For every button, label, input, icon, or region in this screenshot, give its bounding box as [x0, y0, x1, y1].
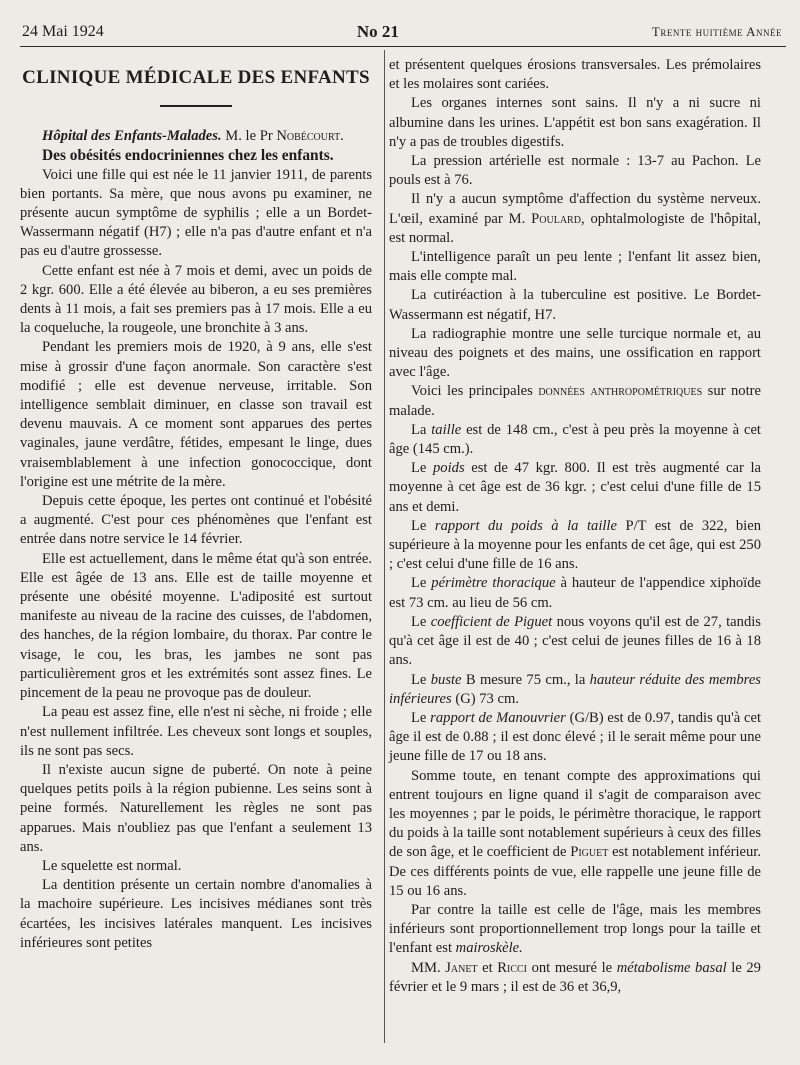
term: poids: [433, 460, 465, 477]
text-run: Le: [411, 460, 433, 477]
text-run: Il n'y a aucun symptôme d'affection du système nerveux. L'œil, examiné par M.: [389, 191, 761, 227]
paragraph: [389, 459, 761, 517]
text-run: ont mesuré le: [527, 959, 617, 976]
term: hauteur réduite des membres inférieures: [389, 671, 761, 707]
text-run: Voici les principales: [411, 383, 539, 400]
article-title: Des obésités endocriniennes chez les enfants.: [42, 147, 334, 165]
paragraph: et présentent quelques érosions transversales. Les prémolaires et les molaires sont cariées.: [389, 57, 761, 93]
text-run: Le: [411, 517, 435, 534]
paragraph: Elle est actuellement, dans le même état qu'à son entrée. Elle est âgée de 13 ans. Elle est de taille moyenne et présente une obésité moyenne. L'adiposité est surtout manifeste au niveau de la racine des cuisses, de l'abdomen, des hanches, de la région lombaire, du thorax. Par contre le visage, le cou, les bras, les jambes ne sont pas particulièrement gros et les extrémités sont assez fines. Le pincement de la peau ne provoque pas de douleur.: [20, 550, 372, 702]
paragraph: [389, 671, 761, 709]
text-run: Par contre la taille est celle de l'âge, mais les membres inférieurs sont proportionnellement trop longs pour la taille et l'enfant est: [389, 901, 761, 957]
issue-number: No 21: [356, 22, 399, 41]
text-run: Le: [411, 613, 431, 630]
paragraph: Cette enfant est née à 7 mois et demi, avec un poids de 2 kgr. 600. Elle a été élevée au biberon, a eu ses premières dents à 11 mois, a fait ses premiers pas à 17 mois. Elle a eu la coqueluche, la rougeole, une bronchite à 3 ans.: [20, 262, 372, 337]
term: mairoskèle.: [455, 940, 523, 957]
hospital-name: Hôpital des Enfants-Malades.: [42, 128, 222, 145]
hospital-prefix: M. le Pr: [221, 128, 277, 145]
running-head: [22, 20, 782, 44]
professor-name: Nobécourt.: [276, 128, 344, 145]
text-run: et: [477, 959, 498, 976]
paragraph: La peau est assez fine, elle n'est ni sèche, ni froide ; elle n'est nullement infiltrée. Les cheveux sont longs et souples, ils ne sont pas secs.: [20, 704, 372, 759]
person-name: Poulard: [531, 210, 581, 227]
issue-date: 24 Mai 1924: [22, 23, 104, 40]
text-run: Somme toute, en tenant compte des approximations qui entrent toujours en ligne quand il s'agit de comparaison avec les moyennes ; par le poids, le périmètre thoracique, le rapport du poids à la taille sont notablement supérieurs à ceux des filles de son âge, et le coefficient de: [389, 767, 761, 861]
term: coefficient de Piguet: [430, 613, 553, 630]
text-run: , ophtalmologiste de l'hôpital, est normal.: [389, 210, 761, 246]
hospital-line: [20, 127, 372, 146]
paragraph: Il n'existe aucun signe de puberté. On note à peine quelques petits poils à la région pubienne. Les seins sont à peine formés. Naturellement les règles ne sont pas apparues. Mais n'oubliez pas que l'enfant a seulement 13 ans.: [20, 761, 372, 855]
term: métabolisme basal: [616, 959, 727, 976]
paragraph: La dentition présente un certain nombre d'anomalies à la machoire supérieure. Les incisives médianes sont très écartées, les incisives latérales manquent. Les incisives inférieures sont petites: [20, 877, 372, 951]
right-column: [389, 56, 761, 997]
title-rule: [160, 105, 232, 107]
paragraph: L'intelligence paraît un peu lente ; l'enfant lit assez bien, mais elle compte mal.: [389, 249, 761, 285]
paragraph: [389, 190, 761, 248]
paragraph: [389, 901, 761, 959]
paragraph: Voici une fille qui est née le 11 janvier 1911, de parents bien portants. Sa mère, que nous avons pu examiner, ne présente aucun symptôme de syphilis ; elle a un Bordet-Wassermann négatif (H7) ; elle n'a pas d'autre enfant et n'a pas eu d'autre grossesse.: [20, 166, 372, 260]
text-run: est de 47 kgr. 800. Il est très augmenté car la moyenne à cet âge est de 36 kgr. ; c'est celui d'une fille de 15 ans et demi.: [389, 460, 761, 515]
paragraph: Le squelette est normal.: [42, 857, 182, 874]
paragraph: La pression artérielle est normale : 13-7 au Pachon. Le pouls est à 76.: [389, 153, 761, 189]
paragraph: La cutiréaction à la tuberculine est positive. Le Bordet-Wassermann est négatif, H7.: [389, 287, 761, 323]
term: rapport de Manouvrier: [430, 709, 566, 726]
paragraph: [389, 382, 761, 420]
section-title: CLINIQUE MÉDICALE DES ENFANTS: [22, 67, 370, 88]
person-name: Janet: [445, 959, 478, 976]
paragraph: [389, 709, 761, 767]
text-run: est notablement inférieur. De ces différents points de vue, elle rappelle une jeune fille de 15 ou 16 ans.: [389, 844, 762, 899]
text-run: Le: [411, 671, 431, 688]
person-name: Piguet: [570, 844, 609, 861]
text-run: Le: [411, 575, 432, 592]
paragraph: [389, 517, 761, 575]
paragraph: [389, 767, 761, 901]
paragraph: La radiographie montre une selle turcique normale et, au niveau des poignets et des mains, une ossification en rapport avec l'âge.: [389, 325, 761, 381]
paragraph: [389, 613, 761, 671]
text-run: MM.: [411, 959, 446, 976]
header-rule: [20, 46, 786, 47]
paragraph: Pendant les premiers mois de 1920, à 9 ans, elle s'est mise à grossir d'une façon anormale. Son caractère s'est modifié ; elle est devenue nerveuse, irritable. Son intelligence semblait diminuer, en classe son travail est devenu mauvais. A ce moment sont apparues des pertes vaginales, jaune verdâtre, fétides, empesant le linge, dues vraisemblablement à une infection gonococcique, dont l'origine est une métrite de la mère.: [20, 339, 372, 490]
term: rapport du poids à la taille: [434, 517, 617, 534]
paragraph: [389, 959, 761, 997]
paragraph: Les organes internes sont sains. Il n'y a ni sucre ni albumine dans les urines. L'appétit est bon sans exagération. Il n'y a pas de troubles digestifs.: [389, 95, 761, 150]
text-run: P/T est de 322, bien supérieure à la moyenne pour les enfants de cet âge, qui est 250 ; c'est celui d'une fille de 16 ans.: [389, 517, 762, 573]
text-run: Le: [411, 709, 431, 726]
paragraph: [389, 574, 761, 612]
term: périmètre thoracique: [431, 575, 556, 592]
emphasis: données anthropométriques: [538, 383, 703, 400]
column-divider: [384, 50, 385, 1043]
text-run: nous voyons qu'il est de 27, tandis qu'à cet âge il est de 40 ; c'est celui de jeunes filles de 16 à 18 ans.: [389, 613, 761, 669]
text-run: à hauteur de l'appendice xiphoïde est 73 cm. au lieu de 56 cm.: [389, 575, 762, 611]
text-run: La: [411, 421, 432, 438]
text-run: sur notre malade.: [389, 383, 761, 419]
paragraph: [389, 421, 761, 459]
text-run: B mesure 75 cm., la: [461, 671, 590, 688]
term: taille: [431, 421, 462, 438]
text-run: le 29 février et le 9 mars ; il est de 36 et 36,9,: [389, 959, 761, 995]
text-run: (G/B) est de 0.97, tandis qu'à cet âge il est de 0.88 ; il est donc élevé ; il le serait même pour une jeune fille de 17 ou 18 ans.: [389, 709, 761, 765]
term: buste: [430, 671, 462, 688]
person-name: Ricci: [497, 959, 527, 976]
text-run: est de 148 cm., c'est à peu près la moyenne à cet âge (145 cm.).: [389, 421, 761, 458]
text-run: (G) 73 cm.: [451, 690, 519, 707]
left-column: [20, 56, 372, 953]
paragraph: Depuis cette époque, les pertes ont continué et l'obésité a augmenté. C'est pour ces phénomènes que l'enfant est entrée dans notre service le 14 février.: [20, 493, 372, 548]
volume-year: Trente huitième Année: [651, 24, 782, 39]
